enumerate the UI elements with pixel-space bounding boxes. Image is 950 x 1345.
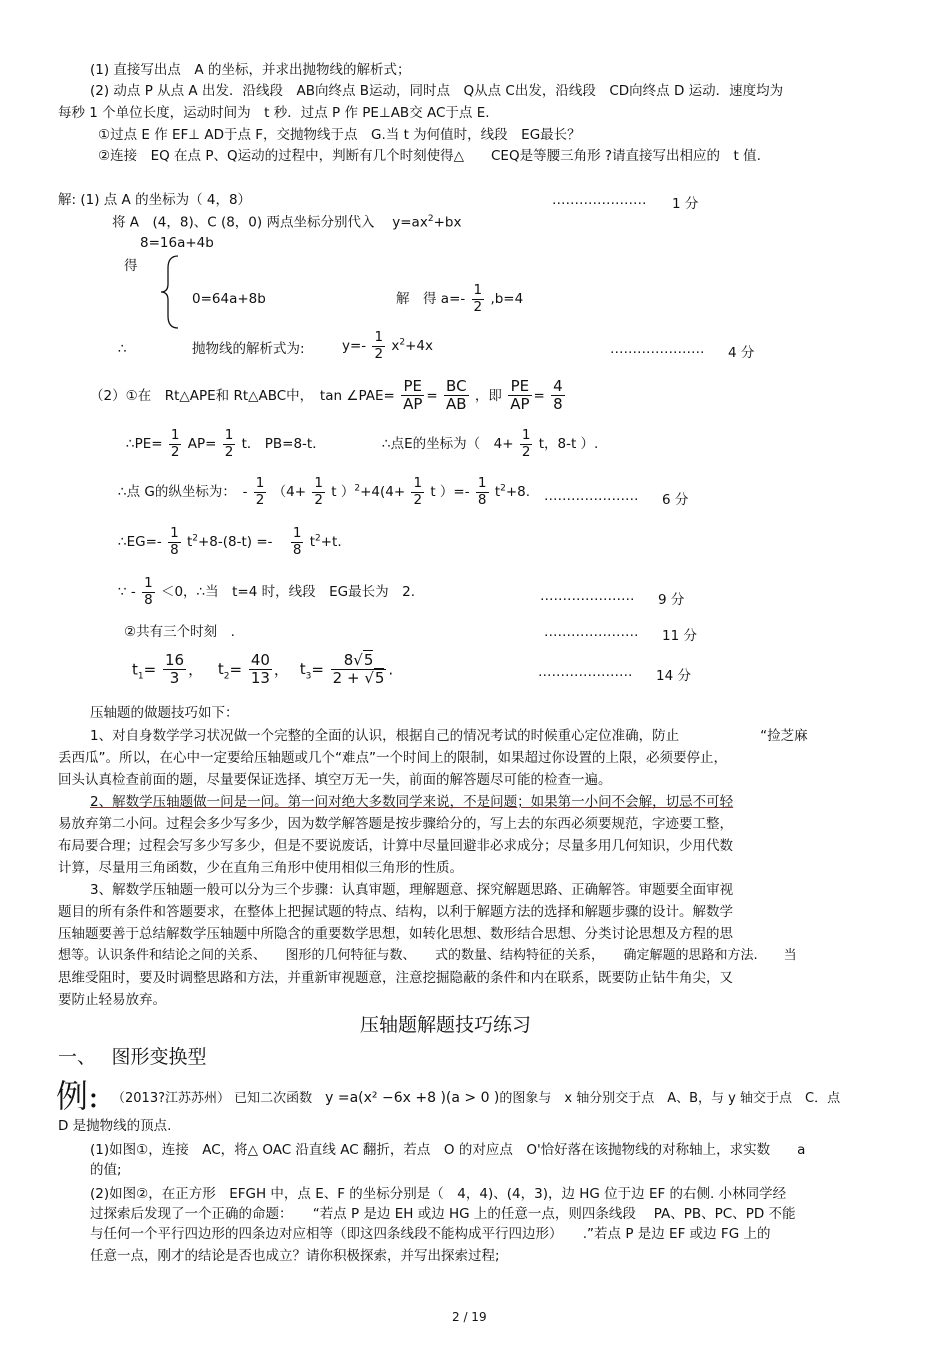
system-eq1: 8=16a+4b	[140, 235, 214, 251]
score-dots: …………………	[538, 664, 633, 680]
example-q1a: (1)如图①，连接 AC，将△ OAC 沿直线 AC 翻折，若点 O 的对应点 O'恰好落在该抛物线的对称轴上，求实数 a	[90, 1142, 806, 1158]
pe-expr: ∴PE= $\frac{1}{2}$ AP= $\frac{1}{2}$ t． PB=8-t．	[126, 427, 326, 460]
tips-p1a: 1、对自身数学学习状况做一个完整的全面的认识，根据自己的情况考试的时候重心定位准确，防止 “捡芝麻	[90, 728, 808, 744]
t-values: $t_1=$ $\frac{16}{3}$ ， $t_2=$ $\frac{40}{13}$ ， $t_3=$ $\frac{8√5}{2 + √5}$ .	[132, 651, 394, 688]
example-vertex: D 是抛物线的顶点.	[58, 1118, 172, 1134]
solution-line1: 解: (1) 点 A 的坐标为（ 4，8）	[58, 192, 252, 208]
score-1: 1 分	[672, 196, 699, 212]
question-part2-i: ①过点 E 作 EF⊥ AD于点 F，交抛物线于点 G.当 t 为何值时，线段 EG最长？	[98, 127, 581, 143]
tips-p2d: 计算，尽量用三角函数，少在直角三角形中使用相似三角形的性质。	[58, 860, 463, 876]
tips-p3e: 思维受阻时，要及时调整思路和方法，并重新审视题意，注意挖掘隐蔽的条件和内在联系，既要防止钻牛角尖，又	[58, 970, 733, 986]
score-dots: …………………	[544, 488, 639, 504]
score-dots: …………………	[552, 192, 647, 208]
example-q2d: 任意一点，刚才的结论是否也成立？请你积极探索，并写出探索过程;	[90, 1248, 500, 1264]
solve-result: 解 得 a=- $\frac{1}{2}$ ,b=4	[396, 282, 524, 315]
score-dots: …………………	[544, 624, 639, 640]
tips-p3b: 题目的所有条件和答题要求，在整体上把握试题的特点、结构，以利于解题方法的选择和解题步骤的设计。解数学	[58, 904, 733, 920]
tips-p2c: 布局要合理；过程会写多少写多少，但是不要说废话，计算中尽量回避非必求成分；尽量多用几何知识，少用代数	[58, 838, 733, 854]
section-heading: 一、 图形变换型	[58, 1046, 207, 1068]
part2-tan: （2）①在 Rt△APE和 Rt△ABC中， tan ∠PAE= $\frac{PE}{AP}$ = $\frac{BC}{AB}$ ，即 $\frac{PE}{AP}$ = $\frac{4}{8}$	[90, 377, 563, 414]
question-part2: (2) 动点 P 从点 A 出发．沿线段 AB向终点 B运动，同时点 Q从点 C出发，沿线段 CD向终点 D 运动．速度均为	[90, 83, 784, 99]
e-coordinate: ∴点E的坐标为（ 4+ $\frac{1}{2}$ t，8-t ）.	[382, 427, 599, 460]
score-9: 9 分	[658, 592, 685, 608]
tips-p3c: 压轴题要善于总结解数学压轴题中所隐含的重要数学思想，如转化思想、数形结合思想、分类讨论思想及方程的思	[58, 926, 733, 942]
score-6: 6 分	[662, 492, 689, 508]
eg-expr: ∴EG=- $\frac{1}{8}$ $t^2+8-(8-t)$ =- $\frac{1}{8}$ $t^2+t$.	[118, 525, 342, 558]
tips-p2b: 易放弃第二小问。过程会多少写多少，因为数学解答题是按步骤给分的，写上去的东西必须要规范，字迹要工整，	[58, 816, 733, 832]
example-q2b: 过探索后发现了一个正确的命题： “若点 P 是边 EH 或边 HG 上的任意一点，则四条线段 PA、PB、PC、PD 不能	[90, 1206, 796, 1222]
tips-p3d: 想等。认识条件和结论之间的关系、 图形的几何特征与数、 式的数量、结构特征的关系， 确定解题的思路和方法. 当	[58, 948, 797, 963]
tips-title: 压轴题的做题技巧如下：	[90, 705, 239, 721]
example-q2c: 与任何一个平行四边形的四条边对应相等（即这四条线段不能构成平行四边形） .”若点 P 是边 EF 或边 FG 上的	[90, 1226, 771, 1242]
example-q1b: 的值;	[90, 1162, 122, 1178]
example-source: （2013?江苏苏州） 已知二次函数 y =a(x² −6x +8 )(a > 0 )的图象与 x 轴分别交于点 A、B，与 y 轴交于点 C．点	[112, 1090, 841, 1106]
score-4: 4 分	[728, 345, 755, 361]
score-dots: …………………	[540, 588, 635, 604]
example-label: 例:	[56, 1077, 99, 1115]
parabola-label: 抛物线的解析式为:	[192, 341, 305, 357]
question-part2-cont: 每秒 1 个单位长度，运动时间为 t 秒．过点 P 作 PE⊥AB交 AC于点 E.	[58, 105, 490, 121]
three-moments: ②共有三个时刻 .	[124, 624, 235, 640]
g-coordinate: ∴点 G的纵坐标为： - $\frac{1}{2}$ （4+ $\frac{1}{2}$ t ）$^2$+4(4+ $\frac{1}{2}$ t ）=- $\frac{1}{8}$ $t^2+8$.	[118, 475, 531, 508]
page-number: 2 / 19	[452, 1310, 487, 1324]
therefore-sign: ∴	[118, 341, 127, 357]
score-14: 14 分	[656, 668, 691, 684]
tips-p1c: 回头认真检查前面的题，尽量要保证选择、填空万无一失，前面的解答题尽可能的检查一遍。	[58, 772, 612, 788]
question-part2-ii: ②连接 EQ 在点 P、Q运动的过程中，判断有几个时刻使得△ CEQ是等腰三角形 ?请直接写出相应的 t 值.	[98, 148, 761, 164]
practice-title: 压轴题解题技巧练习	[360, 1014, 532, 1036]
score-11: 11 分	[662, 628, 697, 644]
tips-p3a: 3、解数学压轴题一般可以分为三个步骤：认真审题，理解题意、探究解题思路、正确解答。审题要全面审视	[90, 882, 734, 898]
tips-p3f: 要防止轻易放弃。	[58, 992, 166, 1008]
system-eq2: 0=64a+8b	[192, 291, 266, 307]
example-q2a: (2)如图②，在正方形 EFGH 中，点 E、F 的坐标分别是（ 4，4)、(4，3)，边 HG 位于边 EF 的右侧. 小林同学经	[90, 1186, 787, 1202]
tips-p2a: 2、解数学压轴题做一问是一问。第一问对绝大多数同学来说，不是问题；如果第一小问不会解，切忌不可轻	[90, 794, 734, 810]
solution-line2: 将 A (4，8)、C (8，0) 两点坐标分别代入 $y=ax^2+bx$	[112, 214, 462, 231]
de-label: 得	[124, 258, 138, 274]
score-dots: …………………	[610, 341, 705, 357]
parabola-expr: y=- $\frac{1}{2}$ $x^2+4x$	[342, 329, 433, 362]
tips-p1b: 丢西瓜”。所以，在心中一定要给压轴题或几个“难点”一个时间上的限制，如果超过你设置的上限，必须要停止，	[58, 750, 727, 766]
question-part1: (1) 直接写出点 A 的坐标，并求出抛物线的解析式；	[90, 62, 411, 78]
since-line: ∵ - $\frac{1}{8}$ ＜0，∴当 t=4 时，线段 EG最长为 2.	[118, 575, 415, 608]
brace-icon	[158, 254, 180, 330]
